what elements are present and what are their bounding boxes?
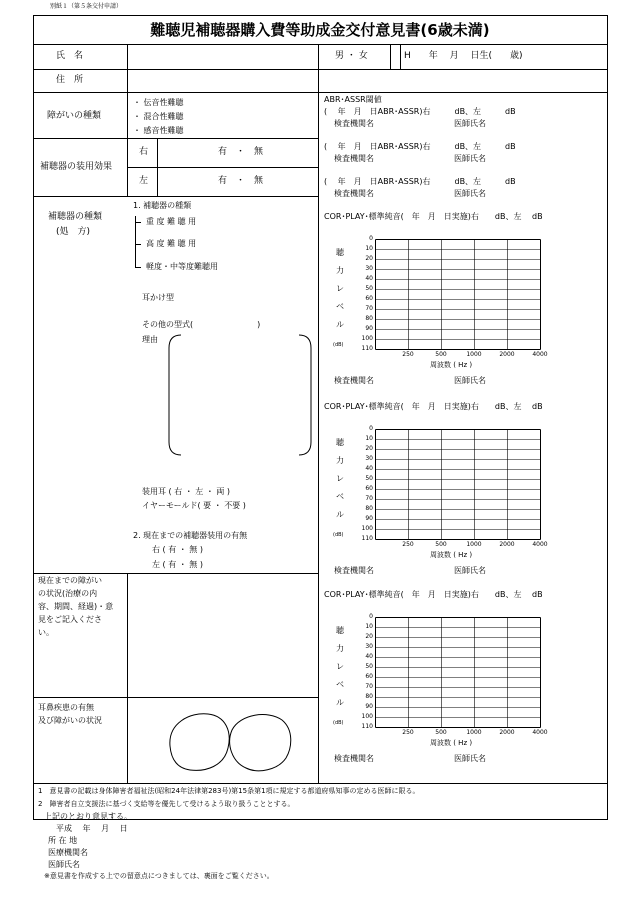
audiogram-3-y-tick: 80	[365, 693, 373, 700]
audiogram-3-y-label-char: ル	[336, 698, 344, 707]
note-2: 2 障害者自立支援法に基づく支給等を優先して受けるよう取り扱うこととする。	[38, 800, 295, 808]
audiogram-2-y-label-char: ル	[336, 510, 344, 519]
audiogram-1-y-tick: 90	[365, 325, 373, 332]
disability-option-conductive[interactable]: ・ 伝音性難聴	[133, 98, 184, 107]
eardrum-diagram[interactable]	[160, 708, 305, 778]
audiogram-3-x-label: 周波数 ( Hz )	[430, 739, 473, 747]
audiogram-1-y-tick: 50	[365, 285, 373, 292]
audiogram-2-grid[interactable]	[375, 429, 542, 541]
wear-ear-options[interactable]: 装用耳 ( 右 ・ 左 ・ 両 )	[142, 487, 231, 496]
reason-bracket[interactable]	[165, 330, 315, 460]
abr-institution-2[interactable]: 検査機関名 医師氏名	[334, 154, 486, 163]
aid-effect-label: 補聴器の装用効果	[40, 162, 113, 172]
reason-label: 理由	[142, 335, 158, 344]
sign-institution[interactable]: 医療機関名	[48, 848, 88, 857]
audiogram-2-y-tick: 10	[365, 435, 373, 442]
history-label-line-5: い。	[38, 628, 54, 637]
audiogram-3-x-tick: 2000	[499, 729, 515, 736]
aid-section-1: 1. 補聴器の種類	[133, 201, 192, 210]
disability-type-label: 障がいの種類	[47, 111, 102, 121]
note-1: 1 意見書の記載は身体障害者福祉法(昭和24年法律第283号)第15条第1項に規定する都道府県知事の定める医師に限る。	[38, 787, 420, 795]
history-label-line-4: 見をご記入くださ	[38, 615, 102, 624]
audiogram-2-x-tick: 4000	[532, 541, 548, 548]
audiogram-1-x-label: 周波数 ( Hz )	[430, 361, 473, 369]
ent-label-line-2: 及び障がいの状況	[38, 716, 102, 725]
audiogram-3-y-label-char: 聴	[336, 626, 344, 635]
audiogram-2-x-tick: 1000	[466, 541, 482, 548]
audiogram-3-y-label-char: ベ	[336, 680, 344, 689]
sign-statement: 上記のとおり意見する。	[44, 812, 132, 821]
aid-section-2: 2. 現在までの補聴器装用の有無	[133, 531, 248, 540]
audiogram-3-y-unit: (dB)	[333, 720, 344, 726]
aid-type-label: 補聴器の種類	[48, 212, 103, 222]
history-field[interactable]	[129, 575, 316, 695]
form-number-label: 別紙１（第５条交付申請）	[50, 3, 123, 10]
audiogram-1-grid[interactable]	[375, 239, 542, 351]
history-label-line-1: 現在までの障がい	[38, 576, 102, 585]
history-label-line-2: の状況(治療の内	[38, 589, 98, 598]
use-right-options[interactable]: 右 ( 有 ・ 無 )	[152, 545, 203, 554]
audiogram-3-footer[interactable]: 検査機関名 医師氏名	[334, 754, 486, 763]
audiogram-1-x-tick: 250	[402, 351, 414, 358]
audiogram-3-x-tick: 500	[435, 729, 447, 736]
sign-address[interactable]: 所 在 地	[48, 836, 78, 845]
audiogram-3-x-tick: 250	[402, 729, 414, 736]
audiogram-2-x-tick: 250	[402, 541, 414, 548]
audiogram-1-footer[interactable]: 検査機関名 医師氏名	[334, 376, 486, 385]
other-type-field[interactable]: その他の型式( )	[142, 320, 261, 329]
left-eardrum-outline	[230, 715, 291, 771]
audiogram-3-grid[interactable]	[375, 617, 542, 729]
abr-institution-3[interactable]: 検査機関名 医師氏名	[334, 189, 486, 198]
audiogram-3-x-tick: 4000	[532, 729, 548, 736]
audiogram-2-x-tick: 2000	[499, 541, 515, 548]
audiogram-1-y-label-char: 聴	[336, 248, 344, 257]
ear-type-bte[interactable]: 耳かけ型	[142, 293, 174, 302]
audiogram-2-heading[interactable]: COR･PLAY･標準純音( 年 月 日実施)右 dB、左 dB	[324, 402, 543, 411]
right-eardrum-outline	[170, 714, 229, 771]
audiogram-1-y-tick: 80	[365, 315, 373, 322]
abr-heading: ABR･ASSR閾値	[324, 95, 382, 104]
audiogram-3-heading[interactable]: COR･PLAY･標準純音( 年 月 日実施)右 dB、左 dB	[324, 590, 543, 599]
audiogram-3-y-label-char: レ	[336, 662, 344, 671]
audiogram-3-y-tick: 50	[365, 663, 373, 670]
audiogram-1-heading[interactable]: COR･PLAY･標準純音( 年 月 日実施)右 dB、左 dB	[324, 212, 543, 221]
audiogram-3-y-tick: 30	[365, 643, 373, 650]
abr-institution-1[interactable]: 検査機関名 医師氏名	[334, 119, 486, 128]
audiogram-3-y-tick: 0	[369, 613, 373, 620]
sign-date[interactable]: 平成 年 月 日	[56, 824, 128, 833]
audiogram-3-y-tick: 40	[365, 653, 373, 660]
abr-result-3[interactable]: ( 年 月 日ABR･ASSR)右 dB、左 dB	[324, 177, 516, 186]
audiogram-2-y-label-char: 聴	[336, 438, 344, 447]
abr-result-2[interactable]: ( 年 月 日ABR･ASSR)右 dB、左 dB	[324, 142, 516, 151]
audiogram-2-y-label-char: ベ	[336, 492, 344, 501]
audiogram-2-x-label: 周波数 ( Hz )	[430, 551, 473, 559]
audiogram-1-y-tick: 70	[365, 305, 373, 312]
audiogram-1-y-unit: (dB)	[333, 342, 344, 348]
audiogram-1-y-label-char: ル	[336, 320, 344, 329]
audiogram-3-y-tick: 10	[365, 623, 373, 630]
audiogram-1-x-tick: 1000	[466, 351, 482, 358]
audiogram-2-y-tick: 80	[365, 505, 373, 512]
audiogram-3-y-tick: 100	[361, 713, 373, 720]
audiogram-1-y-label-char: レ	[336, 284, 344, 293]
disability-option-sensorineural[interactable]: ・ 感音性難聴	[133, 126, 184, 135]
audiogram-1-y-tick: 60	[365, 295, 373, 302]
audiogram-2-x-tick: 500	[435, 541, 447, 548]
audiogram-2-footer[interactable]: 検査機関名 医師氏名	[334, 566, 486, 575]
audiogram-2-y-label-char: レ	[336, 474, 344, 483]
audiogram-2-y-tick: 100	[361, 525, 373, 532]
footer-note: ※意見書を作成する上での留意点につきましては、裏面をご覧ください。	[44, 872, 274, 880]
effect-left-label: 左	[139, 176, 149, 186]
effect-left-options[interactable]: 有 ・ 無	[218, 176, 264, 186]
audiogram-2-y-tick: 70	[365, 495, 373, 502]
audiogram-3-y-tick: 70	[365, 683, 373, 690]
audiogram-2-y-tick: 50	[365, 475, 373, 482]
history-label-line-3: 容、期間、経過)・意	[38, 602, 114, 611]
audiogram-1-y-tick: 20	[365, 255, 373, 262]
name-label: 氏 名	[56, 51, 84, 61]
audiogram-2-y-tick: 20	[365, 445, 373, 452]
audiogram-3-y-tick: 20	[365, 633, 373, 640]
audiogram-3-y-tick: 90	[365, 703, 373, 710]
abr-result-1[interactable]: ( 年 月 日ABR･ASSR)右 dB、左 dB	[324, 107, 516, 116]
audiogram-1-x-tick: 2000	[499, 351, 515, 358]
effect-right-options[interactable]: 有 ・ 無	[218, 147, 264, 157]
address-label: 住 所	[56, 75, 84, 85]
audiogram-2-y-tick: 90	[365, 515, 373, 522]
audiogram-1-x-tick: 4000	[532, 351, 548, 358]
aid-type-sublabel: (処 方)	[56, 227, 91, 237]
earmold-options[interactable]: イヤーモールド( 要 ・ 不要 )	[142, 501, 246, 510]
audiogram-2-y-label-char: 力	[336, 456, 344, 465]
audiogram-2-y-tick: 40	[365, 465, 373, 472]
sex-options[interactable]: 男 ・ 女	[335, 51, 368, 61]
ent-label-line-1: 耳鼻疾患の有無	[38, 703, 94, 712]
audiogram-2-y-tick: 110	[361, 535, 373, 542]
address-field[interactable]	[129, 71, 605, 91]
aid-kind-moderate[interactable]: 軽度・中等度難聴用	[146, 262, 218, 271]
audiogram-1-x-tick: 500	[435, 351, 447, 358]
audiogram-1-y-tick: 30	[365, 265, 373, 272]
audiogram-1-y-label-char: 力	[336, 266, 344, 275]
form-title: 難聴児補聴器購入費等助成金交付意見書(6歳未満)	[150, 21, 490, 39]
audiogram-2-y-tick: 30	[365, 455, 373, 462]
audiogram-1-y-tick: 100	[361, 335, 373, 342]
disability-option-mixed[interactable]: ・ 混合性難聴	[133, 112, 184, 121]
audiogram-2-y-unit: (dB)	[333, 532, 344, 538]
sign-doctor-name[interactable]: 医師氏名	[48, 860, 80, 869]
name-field[interactable]	[129, 46, 316, 67]
audiogram-3-y-label-char: 力	[336, 644, 344, 653]
audiogram-3-y-tick: 60	[365, 673, 373, 680]
audiogram-3-y-tick: 110	[361, 723, 373, 730]
audiogram-2-y-tick: 0	[369, 425, 373, 432]
audiogram-1-y-tick: 40	[365, 275, 373, 282]
effect-right-label: 右	[139, 147, 149, 157]
audiogram-1-y-label-char: ベ	[336, 302, 344, 311]
audiogram-2-y-tick: 60	[365, 485, 373, 492]
audiogram-3-x-tick: 1000	[466, 729, 482, 736]
birth-date-field[interactable]: H 年 月 日生( 歳)	[404, 51, 523, 61]
audiogram-1-y-tick: 10	[365, 245, 373, 252]
audiogram-1-y-tick: 110	[361, 345, 373, 352]
audiogram-1-y-tick: 0	[369, 235, 373, 242]
aid-kind-profound[interactable]: 重 度 難 聴 用	[146, 217, 197, 226]
aid-kind-severe[interactable]: 高 度 難 聴 用	[146, 239, 197, 248]
use-left-options[interactable]: 左 ( 有 ・ 無 )	[152, 560, 203, 569]
